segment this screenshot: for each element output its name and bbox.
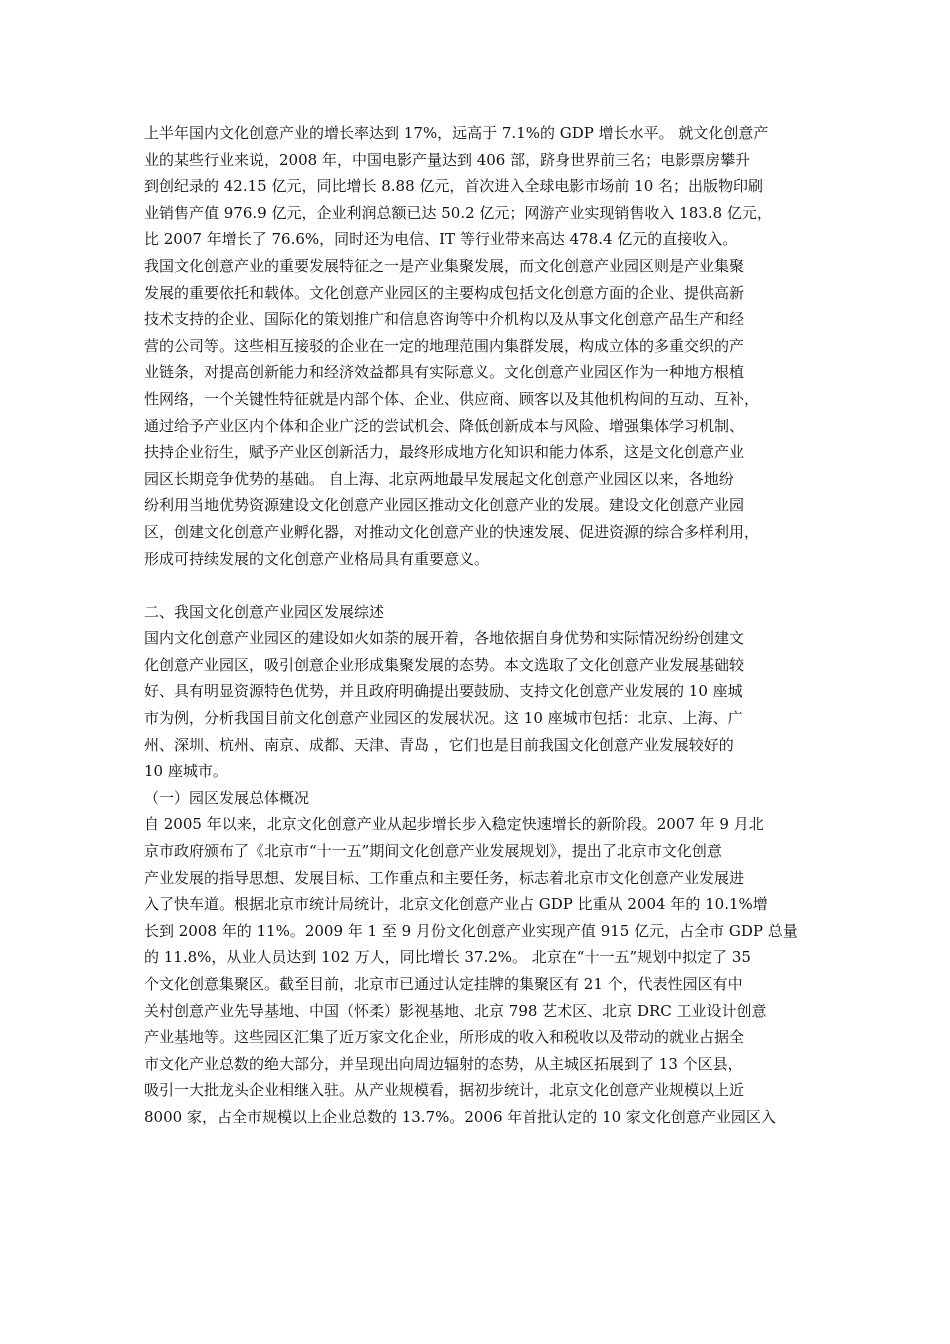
subsection-heading: （一）园区发展总体概况 — [144, 788, 310, 807]
text-line: 国内文化创意产业园区的建设如火如荼的展开着，各地依据自身优势和实际情况纷纷创建文 — [144, 629, 745, 648]
text-line: 产业基地等。这些园区汇集了近万家文化企业，所形成的收入和税收以及带动的就业占据全 — [144, 1028, 745, 1047]
document-body — [144, 120, 808, 1131]
text-line: 形成可持续发展的文化创意产业格局具有重要意义。 — [144, 549, 490, 568]
text-line: 营的公司等。这些相互接驳的企业在一定的地理范围内集群发展，构成立体的多重交织的产 — [144, 336, 745, 355]
text-line: 长到 2008 年的 11%。2009 年 1 至 9 月份文化创意产业实现产值 915 亿元，占全市 GDP 总量 — [144, 921, 798, 940]
text-line: 关村创意产业先导基地、中国（怀柔）影视基地、北京 798 艺术区、北京 DRC 工业设计创意 — [144, 1001, 767, 1020]
text-line: 园区长期竞争优势的基础。 自上海、北京两地最早发展起文化创意产业园区以来，各地纷 — [144, 469, 734, 488]
text-line: 通过给予产业区内个体和企业广泛的尝试机会、降低创新成本与风险、增强集体学习机制、 — [144, 416, 745, 435]
text-line: 好、具有明显资源特色优势，并且政府明确提出要鼓励、支持文化创意产业发展的 10 座城 — [144, 682, 743, 701]
text-line: 区，创建文化创意产业孵化器，对推动文化创意产业的快速发展、促进资源的综合多样利用， — [144, 522, 760, 541]
text-line: 自 2005 年以来，北京文化创意产业从起步增长步入稳定快速增长的新阶段。2007 年 9 月北 — [144, 815, 764, 834]
text-line: 8000 家，占全市规模以上企业总数的 13.7%。2006 年首批认定的 10 家文化创意产业园区入 — [144, 1107, 776, 1126]
text-line: 业销售产值 976.9 亿元，企业利润总额已达 50.2 亿元；网游产业实现销售收入 183.8 亿元， — [144, 203, 772, 222]
text-line: 业的某些行业来说，2008 年，中国电影产量达到 406 部，跻身世界前三名；电影票房攀升 — [144, 150, 751, 169]
text-line: 京市政府颁布了《北京市“十一五”期间文化创意产业发展规划》，提出了北京市文化创意 — [144, 842, 722, 861]
text-line: 产业发展的指导思想、发展目标、工作重点和主要任务，标志着北京市文化创意产业发展进 — [144, 868, 745, 887]
text-line: 我国文化创意产业的重要发展特征之一是产业集聚发展，而文化创意产业园区则是产业集聚 — [144, 256, 745, 275]
text-line: 市为例，分析我国目前文化创意产业园区的发展状况。这 10 座城市包括：北京、上海、广 — [144, 709, 743, 728]
text-line: 业链条，对提高创新能力和经济效益都具有实际意义。文化创意产业园区作为一种地方根植 — [144, 363, 745, 382]
text-line: 州、深圳、杭州、南京、成都、天津、青岛 ，它们也是目前我国文化创意产业发展较好的 — [144, 735, 734, 754]
text-line: 化创意产业园区，吸引创意企业形成集聚发展的态势。本文选取了文化创意产业发展基础较 — [144, 655, 745, 674]
text-line: 比 2007 年增长了 76.6%，同时还为电信、IT 等行业带来高达 478.4 亿元的直接收入。 — [144, 230, 738, 249]
text-line: 10 座城市。 — [144, 762, 228, 781]
text-line: 纷利用当地优势资源建设文化创意产业园区推动文化创意产业的发展。建设文化创意产业园 — [144, 496, 745, 515]
text-line: 吸引一大批龙头企业相继入驻。从产业规模看，据初步统计，北京文化创意产业规模以上近 — [144, 1081, 745, 1100]
text-line: 上半年国内文化创意产业的增长率达到 17%，远高于 7.1%的 GDP 增长水平。 就文化创意产 — [144, 124, 769, 142]
paragraph-city-overview — [144, 625, 808, 785]
paragraph-spacer — [144, 572, 808, 599]
text-line: 发展的重要依托和载体。文化创意产业园区的主要构成包括文化创意方面的企业、提供高新 — [144, 283, 745, 302]
text-line: 性网络，一个关键性特征就是内部个体、企业、供应商、顾客以及其他机构间的互动、互补， — [144, 389, 760, 408]
text-line: 技术支持的企业、国际化的策划推广和信息咨询等中介机构以及从事文化创意产品生产和经 — [144, 310, 745, 329]
paragraph-growth-statistics — [144, 120, 808, 253]
section-heading: 二、我国文化创意产业园区发展综述 — [144, 602, 385, 621]
text-line: 扶持企业衍生，赋予产业区创新活力，最终形成地方化知识和能力体系，这是文化创意产业 — [144, 443, 745, 462]
text-line: 市文化产业总数的绝大部分，并呈现出向周边辐射的态势，从主城区拓展到了 13 个区县， — [144, 1054, 743, 1073]
paragraph-beijing-development — [144, 811, 808, 1130]
paragraph-industrial-clustering — [144, 253, 808, 572]
text-line: 的 11.8%，从业人员达到 102 万人，同比增长 37.2%。 北京在“十一五”规划中拟定了 35 — [144, 948, 751, 967]
text-line: 入了快车道。根据北京市统计局统计，北京文化创意产业占 GDP 比重从 2004 年的 10.1%增 — [144, 895, 768, 914]
text-line: 到创纪录的 42.15 亿元，同比增长 8.88 亿元，首次进入全球电影市场前 10 名；出版物印刷 — [144, 177, 764, 196]
text-line: 个文化创意集聚区。截至目前，北京市已通过认定挂牌的集聚区有 21 个，代表性园区有中 — [144, 975, 743, 993]
